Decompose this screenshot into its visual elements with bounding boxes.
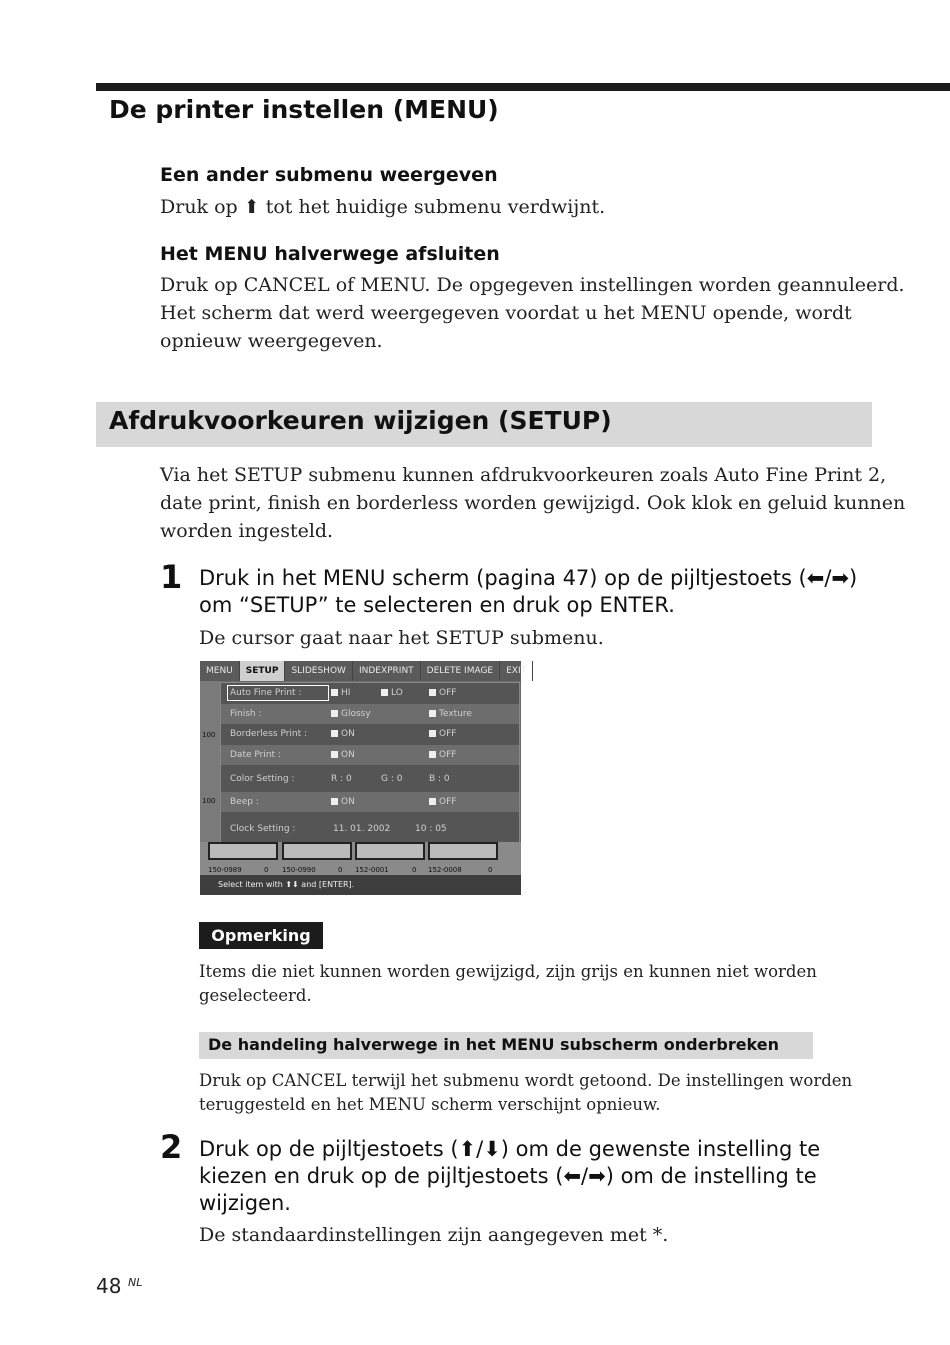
option-value: B : 0 xyxy=(429,774,450,784)
paragraph-line: Druk op CANCEL terwijl het submenu wordt getoond. De instellingen worden xyxy=(199,1071,853,1090)
note-label: Opmerking xyxy=(199,922,323,949)
option-value: OFF xyxy=(439,729,457,739)
thumbnail-count: 0 xyxy=(488,866,493,874)
tab-indexprint: INDEXPRINT xyxy=(353,661,421,681)
subheading: Een ander submenu weergeven xyxy=(160,164,498,186)
step-subtext: De cursor gaat naar het SETUP submenu. xyxy=(199,627,604,649)
step-number: 2 xyxy=(160,1128,183,1166)
checkbox-icon xyxy=(331,689,338,696)
setting-row xyxy=(221,792,519,812)
thumb-index-label: 100 xyxy=(202,731,216,739)
thumbnail xyxy=(208,842,278,860)
checkbox-icon xyxy=(331,710,338,717)
paragraph-line: Het scherm dat werd weergegeven voordat u het MENU opende, wordt xyxy=(160,302,852,324)
thumbnail-label: 152-0001 xyxy=(355,866,389,874)
setup-panel xyxy=(220,682,520,844)
thumbnail-count: 0 xyxy=(338,866,343,874)
checkbox-icon xyxy=(429,730,436,737)
status-bar xyxy=(200,875,521,895)
tab-menu: MENU xyxy=(200,661,240,681)
section-title: De printer instellen (MENU) xyxy=(109,95,499,124)
thumbnail xyxy=(282,842,352,860)
paragraph-line: Druk op CANCEL of MENU. De opgegeven instellingen worden geannuleerd. xyxy=(160,274,905,296)
setting-label: Clock Setting : xyxy=(230,824,296,834)
thumb-index-label: 100 xyxy=(202,797,216,805)
option-value: ON xyxy=(341,797,355,807)
checkbox-icon xyxy=(331,798,338,805)
tab-setup: SETUP xyxy=(240,661,286,681)
thumbnail xyxy=(428,842,498,860)
thumbnail-label: 150-0989 xyxy=(208,866,242,874)
option-value: ON xyxy=(341,729,355,739)
subheading: Het MENU halverwege afsluiten xyxy=(160,243,500,265)
option-value: OFF xyxy=(439,797,457,807)
option-value: HI xyxy=(341,688,351,698)
option-value: Texture xyxy=(439,709,472,719)
checkbox-icon xyxy=(331,751,338,758)
thumbnail-count: 0 xyxy=(412,866,417,874)
option-value: G : 0 xyxy=(381,774,403,784)
thumbnail-label: 150-0990 xyxy=(282,866,316,874)
paragraph-line: teruggesteld en het MENU scherm verschijnt opnieuw. xyxy=(199,1095,661,1114)
checkbox-icon xyxy=(429,751,436,758)
menu-tab-bar xyxy=(200,661,527,681)
page-language: NL xyxy=(128,1276,143,1289)
setting-label: Date Print : xyxy=(230,750,281,760)
paragraph-line: date print, finish en borderless worden gewijzigd. Ook klok en geluid kunnen xyxy=(160,492,906,514)
note-line: geselecteerd. xyxy=(199,986,312,1005)
status-text: Select item with ⬆⬇ and [ENTER]. xyxy=(218,880,355,889)
checkbox-icon xyxy=(429,798,436,805)
checkbox-icon xyxy=(331,730,338,737)
thumbnail-label: 152-0008 xyxy=(428,866,462,874)
setting-row xyxy=(221,819,519,839)
paragraph-line: opnieuw weergegeven. xyxy=(160,330,383,352)
setting-row xyxy=(221,683,519,703)
step-text: wijzigen. xyxy=(199,1191,291,1215)
subsection-title: De handeling halverwege in het MENU subscherm onderbreken xyxy=(208,1035,780,1054)
setting-label: Beep : xyxy=(230,797,259,807)
paragraph-line: worden ingesteld. xyxy=(160,520,334,542)
paragraph: Druk op ⬆ tot het huidige submenu verdwijnt. xyxy=(160,196,606,218)
step-text: om “SETUP” te selecteren en druk op ENTER. xyxy=(199,593,675,617)
setting-row xyxy=(221,745,519,765)
setting-row xyxy=(221,769,519,789)
tab-slideshow: SLIDESHOW xyxy=(285,661,352,681)
step-subtext: De standaardinstellingen zijn aangegeven met *. xyxy=(199,1224,669,1246)
note-line: Items die niet kunnen worden gewijzigd, zijn grijs en kunnen niet worden xyxy=(199,962,817,981)
setting-label: Finish : xyxy=(230,709,262,719)
step-text: kiezen en druk op de pijltjestoets (⬅/➡) om de instelling te xyxy=(199,1164,817,1188)
page-number: 48 xyxy=(96,1274,122,1298)
setting-label: Auto Fine Print : xyxy=(230,688,302,698)
step-number: 1 xyxy=(160,558,183,596)
option-value: OFF xyxy=(439,750,457,760)
option-value: ON xyxy=(341,750,355,760)
option-value: OFF xyxy=(439,688,457,698)
option-value: 11. 01. 2002 xyxy=(333,824,391,834)
setting-label: Color Setting : xyxy=(230,774,295,784)
step-text: Druk op de pijltjestoets (⬆/⬇) om de gewenste instelling te xyxy=(199,1137,821,1161)
setting-label: Borderless Print : xyxy=(230,729,308,739)
checkbox-icon xyxy=(429,710,436,717)
thumbnail-count: 0 xyxy=(264,866,269,874)
tab-exit: EXIT xyxy=(500,661,533,681)
setting-row xyxy=(221,704,519,724)
option-value: LO xyxy=(391,688,403,698)
tab-delete-image: DELETE IMAGE xyxy=(421,661,500,681)
option-value: R : 0 xyxy=(331,774,352,784)
section-title: Afdrukvoorkeuren wijzigen (SETUP) xyxy=(109,406,612,435)
checkbox-icon xyxy=(381,689,388,696)
setup-screen-image xyxy=(200,661,527,895)
option-value: 10 : 05 xyxy=(415,824,447,834)
top-rule xyxy=(96,83,950,91)
paragraph-line: Via het SETUP submenu kunnen afdrukvoorkeuren zoals Auto Fine Print 2, xyxy=(160,464,887,486)
option-value: Glossy xyxy=(341,709,371,719)
thumbnail xyxy=(355,842,425,860)
checkbox-icon xyxy=(429,689,436,696)
setting-row xyxy=(221,724,519,744)
step-text: Druk in het MENU scherm (pagina 47) op de pijltjestoets (⬅/➡) xyxy=(199,566,858,590)
